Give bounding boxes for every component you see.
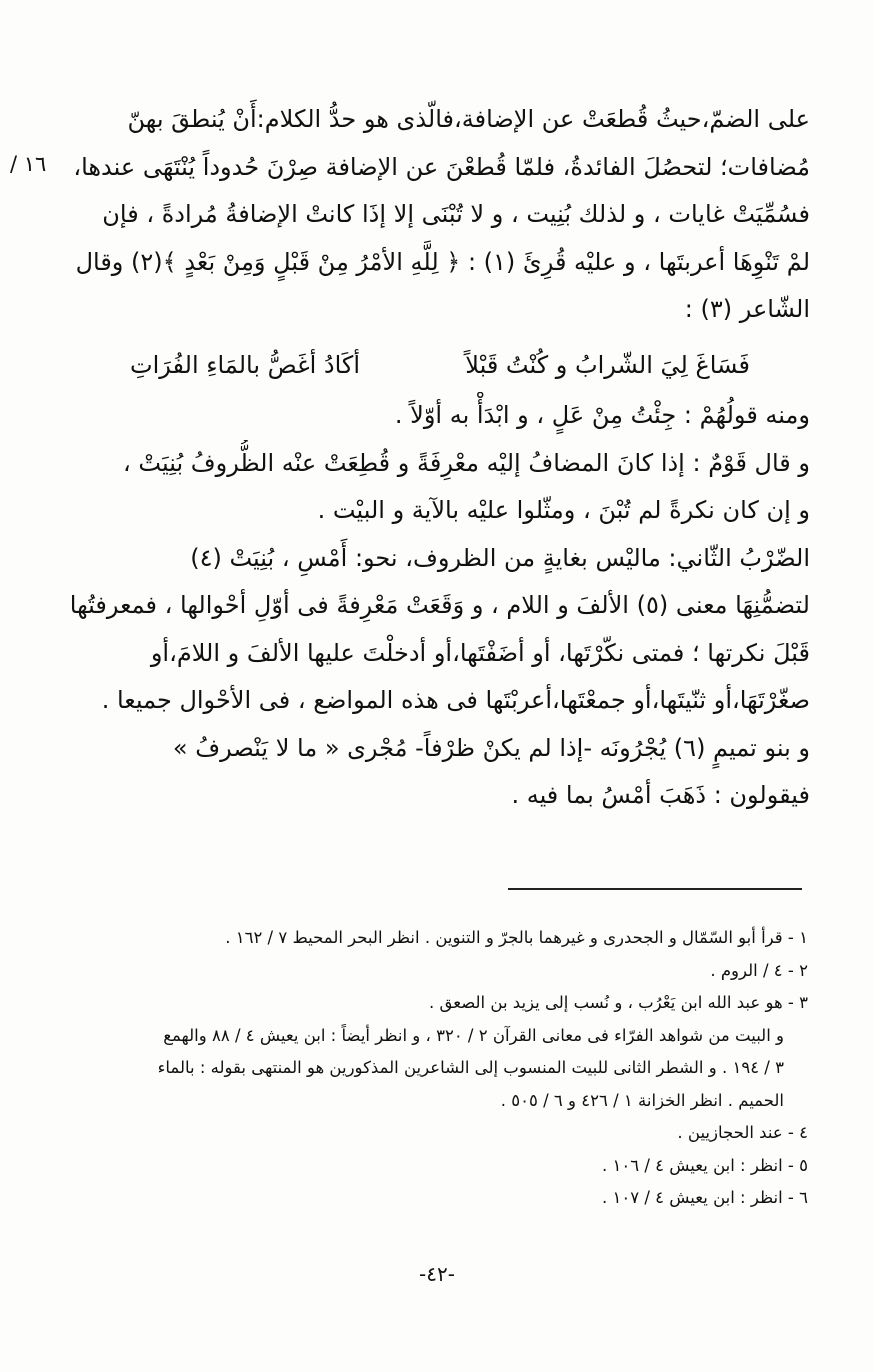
verse-first-hemistich: فَسَاغَ لِيَ الشّرابُ و كُنْتُ قَبْلاً xyxy=(465,351,750,379)
text-line: لتضمُّنِهَا معنى (٥) الألفَ و اللام ، و وَقَعَتْ مَعْرِفةً فى أوّلِ أحْوالها ، فمعرفتُها xyxy=(69,591,810,619)
verse-second-hemistich: أكَادُ أغَصُّ بالمَاءِ الفُرَاتِ xyxy=(130,351,361,379)
text-line: ومنه قولُهُمْ : جِئْتُ مِنْ عَلٍ ، و ابْدَأْ به أوّلاً . xyxy=(394,401,810,429)
text-line: فيقولون : ذَهَبَ أمْسُ بما فيه . xyxy=(511,781,810,809)
footnote-2: ٢ - ٤ / الروم . xyxy=(710,960,808,980)
footnote-6: ٦ - انظر : ابن يعيش ٤ / ١٠٧ . xyxy=(601,1188,808,1207)
footnote-separator xyxy=(508,888,802,890)
text-line: و إن كان نكرةً لم تُبْنَ ، ومثّلوا عليْه بالآية و البيْت . xyxy=(317,496,810,524)
text-line: صغّرْتَهَا،أو ثنّيتَها،أو جمعْتَها،أعربْتَها فى هذه المواضع ، فى الأحْوال جميعا . xyxy=(101,686,810,714)
text-line: لمْ تَنْوِهَا أعربتَها ، و عليْه قُرِئَ (١) : ﴿ لِلَّهِ الأمْرُ مِنْ قَبْلٍ وَمِنْ بَعْدٍ ﴾(٢) وقال xyxy=(75,247,810,276)
text-line: و قال قَوْمٌ : إذا كانَ المضافُ إليْه معْرِفَةً و قُطِعَتْ عنْه الظُّروفُ بُنِيَتْ ، xyxy=(123,448,810,477)
footnote-4: ٤ - عند الحجازيين . xyxy=(677,1123,808,1142)
page-number: -٤٢- xyxy=(419,1262,455,1286)
text-line: قَبْلَ نكرتها ؛ فمتى نكّرْتَها، أو أضَفْتَها،أو أدخلْتَ عليها الألفَ و اللامَ،أو xyxy=(150,638,810,667)
text-line: الضّرْبُ الثّاني: ماليْس بغايةٍ من الظروف، نحو: أَمْسِ ، بُنِيَتْ (٤) xyxy=(190,543,810,572)
footnote-5: ٥ - انظر : ابن يعيش ٤ / ١٠٦ . xyxy=(601,1155,808,1175)
text-line: على الضمّ،حيثُ قُطعَتْ عن الإضافة،فالّذى هو حدُّ الكلام:أَنْ يُنطقَ بهنّ xyxy=(127,105,810,133)
footnote-1: ١ - قرأ أبو السّمّال و الجحدرى و غيرهما بالجرّ و التنوين . انظر البحر المحيط ٧ / ١٦٢ . xyxy=(225,928,808,947)
footnote-3-continued: و البيت من شواهد الفرّاء فى معانى القرآن ٢ / ٣٢٠ ، و انظر أيضاً : ابن يعيش ٤ / ٨٨ والهمع xyxy=(163,1025,784,1045)
poetry-verse xyxy=(130,342,750,389)
footnote-3-continued: ٣ / ١٩٤ . و الشطر الثانى للبيت المنسوب إلى الشاعرين المذكورين هو المنتهى بقوله : بالماء xyxy=(157,1058,784,1077)
text-line: مُضافات؛ لتحصُلَ الفائدةُ، فلمّا قُطعْنَ عن الإضافة صِرْنَ حُدوداً يُنْتَهَى عندها، xyxy=(73,152,810,181)
footnote-3: ٣ - هو عبد الله ابن يَعْرُب ، و نُسب إلى يزيد بن الصعق . xyxy=(429,993,808,1012)
main-text-top xyxy=(60,96,810,334)
text-line: فسُمِّيَتْ غايات ، و لذلك بُنِيت ، و لا تُبْنَى إلا إذَا كانتْ الإضافةُ مُرادةً ، فإن xyxy=(102,200,810,228)
footnotes xyxy=(70,922,808,1215)
text-line: و بنو تميمٍ (٦) يُجْرُونَه -إذا لم يكنْ ظرْفاً- مُجْرى « ما لا يَنْصرفُ » xyxy=(172,733,810,762)
footnote-3-continued: الحميم . انظر الخزانة ١ / ٤٢٦ و ٦ / ٥٠٥ . xyxy=(500,1090,784,1110)
text-line: الشّاعر (٣) : xyxy=(684,295,810,323)
main-text-bottom xyxy=(60,392,810,820)
margin-folio-note: ١٦ / xyxy=(10,152,47,176)
